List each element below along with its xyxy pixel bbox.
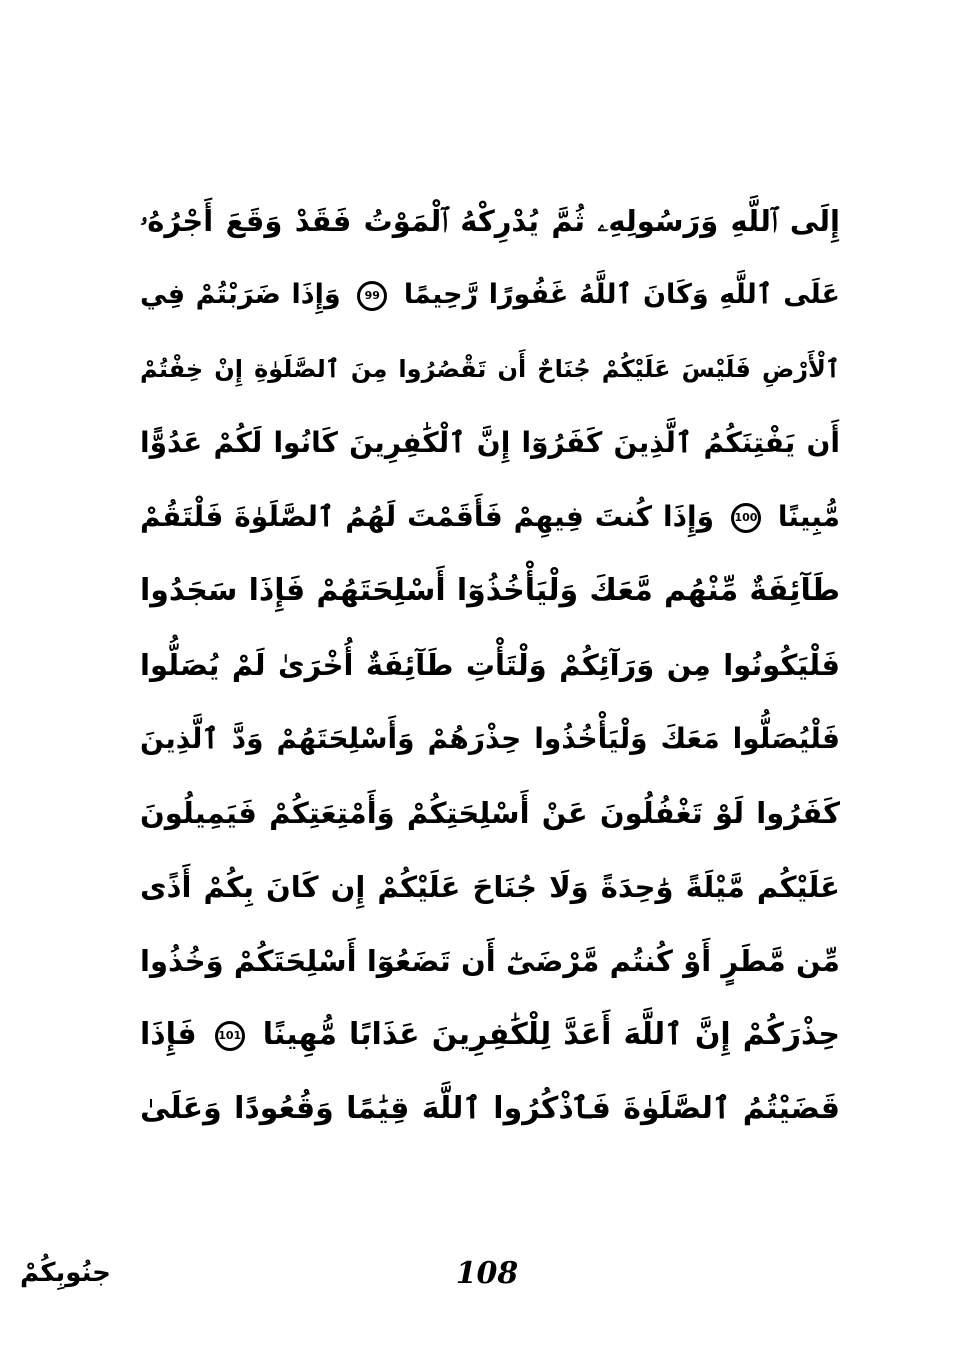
line-text: مُّبِينًا: [777, 500, 841, 533]
catchword: جنُوبِكُمْ: [20, 1258, 111, 1288]
text-line-1: [140, 188, 840, 254]
line-text: فَإِذَا: [140, 1017, 197, 1052]
ayah-number-marker: 99: [357, 281, 387, 311]
text-line-4: [140, 410, 840, 476]
line-text: عَلَيْكُم مَّيْلَةً وَٰحِدَةً وَلَا جُنَاحَ عَلَيْكُمْ إِن كَانَ بِكُمْ أَذًى: [140, 870, 840, 904]
text-line-12: [140, 1002, 840, 1068]
text-line-10: [140, 854, 840, 920]
page-number: 108: [455, 1256, 519, 1291]
text-line-9: [140, 780, 840, 846]
line-text: وَإِذَا كُنتَ فِيهِمْ فَأَقَمْتَ لَهُمُ ٱلصَّلَوٰةَ فَلْتَقُمْ: [140, 500, 714, 533]
line-text: فَلْيُصَلُّوا مَعَكَ وَلْيَأْخُذُوا حِذْرَهُمْ وَأَسْلِحَتَهُمْ وَدَّ ٱلَّذِينَ: [140, 722, 840, 755]
line-text: وَإِذَا ضَرَبْتُمْ فِي: [140, 279, 341, 310]
quran-text-block: [140, 188, 840, 1158]
line-text: أَن يَفْتِنَكُمُ ٱلَّذِينَ كَفَرُوٓا إِنَّ ٱلْكَٰفِرِينَ كَانُوا لَكُمْ عَدُوًّا: [140, 426, 840, 459]
text-line-6: [140, 558, 840, 624]
ayah-number-marker: 101: [215, 1021, 245, 1051]
text-line-8: [140, 706, 840, 772]
text-line-2: [140, 262, 840, 328]
line-text: فَلْيَكُونُوا مِن وَرَآئِكُمْ وَلْتَأْتِ طَآئِفَةٌ أُخْرَىٰ لَمْ يُصَلُّوا: [140, 648, 840, 682]
line-text: عَلَى ٱللَّهِ وَكَانَ ٱللَّهُ غَفُورًا رَّحِيمًا: [403, 279, 840, 310]
text-line-3: [140, 336, 840, 402]
line-text: حِذْرَكُمْ إِنَّ ٱللَّهَ أَعَدَّ لِلْكَٰفِرِينَ عَذَابًا مُّهِينًا: [262, 1017, 840, 1052]
line-text: إِلَى ٱللَّهِ وَرَسُولِهِۦ ثُمَّ يُدْرِكْهُ ٱلْمَوْتُ فَقَدْ وَقَعَ أَجْرُهُۥ: [140, 204, 840, 238]
text-line-13: [140, 1076, 840, 1142]
line-text: ٱلْأَرْضِ فَلَيْسَ عَلَيْكُمْ جُنَاحٌ أَن تَقْصُرُوا مِنَ ٱلصَّلَوٰةِ إِنْ خِفْتُمْ: [140, 355, 840, 383]
line-text: قَضَيْتُمُ ٱلصَّلَوٰةَ فَٱذْكُرُوا ٱللَّهَ قِيَٰمًا وَقُعُودًا وَعَلَىٰ: [140, 1091, 840, 1126]
text-line-5: [140, 484, 840, 550]
line-text: مِّن مَّطَرٍ أَوْ كُنتُم مَّرْضَىٰٓ أَن تَضَعُوٓا أَسْلِحَتَكُمْ وَخُذُوا: [140, 944, 840, 978]
ayah-number-marker: 100: [731, 503, 761, 533]
line-text: طَآئِفَةٌ مِّنْهُم مَّعَكَ وَلْيَأْخُذُوٓا أَسْلِحَتَهُمْ فَإِذَا سَجَدُوا: [140, 573, 840, 608]
text-line-7: [140, 632, 840, 698]
text-line-11: [140, 928, 840, 994]
line-text: كَفَرُوا لَوْ تَغْفُلُونَ عَنْ أَسْلِحَتِكُمْ وَأَمْتِعَتِكُمْ فَيَمِيلُونَ: [140, 796, 840, 830]
